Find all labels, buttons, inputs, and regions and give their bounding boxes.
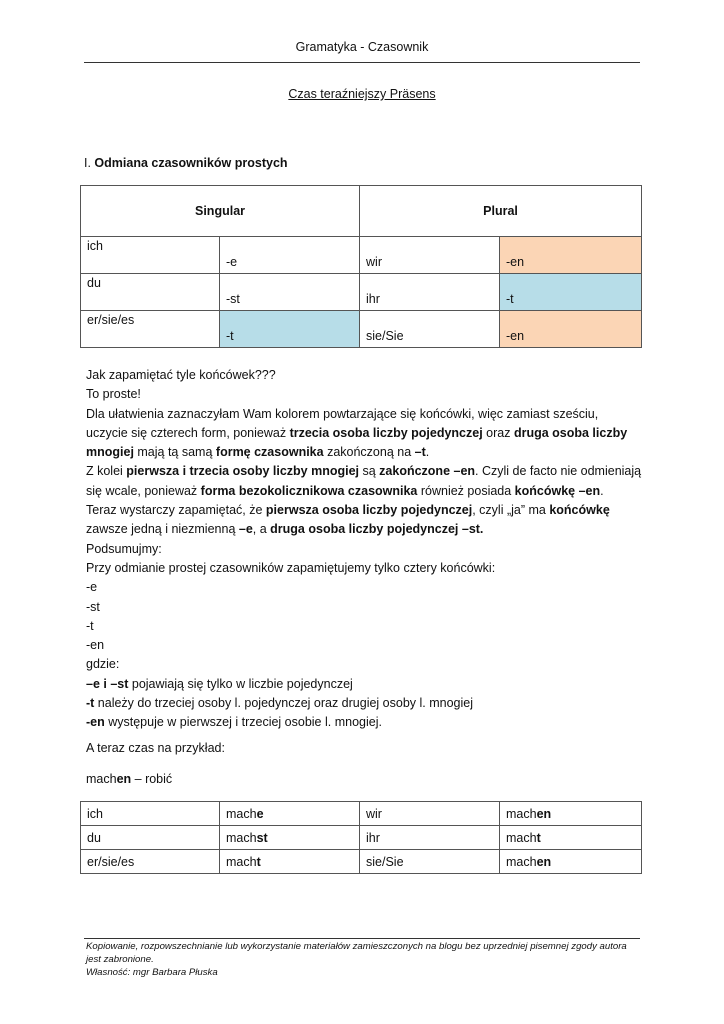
pronoun-singular: ich	[81, 237, 220, 274]
ownership-notice: Własność: mgr Barbara Płuska	[86, 967, 218, 978]
pronoun-singular: er/sie/es	[81, 850, 220, 874]
section-number: I.	[84, 156, 95, 170]
paragraph: To proste!	[86, 387, 141, 402]
ending-plural: -t	[500, 274, 642, 311]
paragraph: Podsumujmy:	[86, 541, 162, 556]
paragraph: Przy odmianie prostej czasowników zapamiętujemy tylko cztery końcówki:	[86, 560, 496, 575]
pronoun-plural: wir	[360, 802, 500, 826]
pronoun-singular: ich	[81, 802, 220, 826]
pronoun-plural: sie/Sie	[360, 311, 500, 348]
page-footer	[86, 940, 642, 979]
verb-form-singular: macht	[220, 850, 360, 874]
copyright-notice: Kopiowanie, rozpowszechnianie lub wykorzystanie materiałów zamieszczonych na blogu bez uprzedniej pisemnej zgody autora jest zabronione.	[86, 941, 627, 965]
ending-item: -en	[86, 638, 105, 653]
pronoun-singular: du	[81, 274, 220, 311]
ending-singular: -t	[220, 311, 360, 348]
section-heading	[84, 156, 288, 170]
pronoun-singular: du	[81, 826, 220, 850]
pronoun-plural: ihr	[360, 826, 500, 850]
pronoun-singular: er/sie/es	[81, 311, 220, 348]
paragraph: Jak zapamiętać tyle końcówek???	[86, 368, 276, 382]
section-title: Odmiana czasowników prostych	[94, 156, 288, 170]
table-row	[81, 237, 642, 274]
table-row	[81, 311, 642, 348]
ending-singular: -e	[220, 237, 360, 274]
verb-form-singular: machst	[220, 826, 360, 850]
footer-divider	[84, 938, 640, 939]
table-row	[81, 274, 642, 311]
ending-item: -st	[86, 599, 100, 614]
verb-form-plural: macht	[500, 826, 642, 850]
ending-plural: -en	[500, 237, 642, 274]
ending-item: -t	[86, 618, 94, 633]
example-intro: A teraz czas na przykład:	[86, 741, 225, 755]
ending-plural: -en	[500, 311, 642, 348]
table-row	[81, 826, 642, 850]
paragraph: gdzie:	[86, 657, 120, 672]
ending-singular: -st	[220, 274, 360, 311]
pronoun-plural: ihr	[360, 274, 500, 311]
page-subtitle: Czas teraźniejszy Präsens	[288, 87, 436, 101]
paragraph: Dla ułatwienia zaznaczyłam Wam kolorem powtarzające się końcówki, więc zamiast sześciu, uczycie się czterech form, ponieważ trzecia osoba liczby pojedynczej oraz druga osoba liczby mnogiej mają tą samą formę czasownika zakończoną na –t.	[86, 406, 628, 460]
paragraph: Teraz wystarczy zapamiętać, że pierwsza osoba liczby pojedynczej, czyli „ja” ma końcówkę zawsze jedną i niezmienną –e, a druga osoba liczby pojedynczej –st.	[86, 503, 610, 537]
paragraph: Z kolei pierwsza i trzecia osoby liczby mnogiej są zakończone –en. Czyli de facto nie odmieniają się wcale, ponieważ forma bezokolicznikowa czasownika również posiada końcówkę –en.	[86, 464, 642, 498]
verb-form-plural: machen	[500, 850, 642, 874]
example-conjugation-table	[80, 801, 642, 874]
header-divider	[84, 62, 640, 63]
verb-form-plural: machen	[500, 802, 642, 826]
example-verb: machen – robić	[86, 772, 173, 786]
explanation-text	[86, 366, 642, 733]
pronoun-plural: wir	[360, 237, 500, 274]
rule-line: -en występuje w pierwszej i trzeciej osobie l. mnogiej.	[86, 715, 382, 730]
rule-line: -t należy do trzeciej osoby l. pojedynczej oraz drugiej osoby l. mnogiej	[86, 696, 474, 711]
page-header: Gramatyka - Czasownik	[295, 40, 429, 54]
conjugation-header-row	[81, 186, 642, 237]
ending-item: -e	[86, 580, 98, 595]
rule-line: –e i –st pojawiają się tylko w liczbie pojedynczej	[86, 676, 353, 691]
verb-form-singular: mache	[220, 802, 360, 826]
header-plural: Plural	[360, 186, 642, 237]
pronoun-plural: sie/Sie	[360, 850, 500, 874]
conjugation-table	[80, 185, 642, 348]
table-row	[81, 802, 642, 826]
table-row	[81, 850, 642, 874]
header-singular: Singular	[81, 186, 360, 237]
